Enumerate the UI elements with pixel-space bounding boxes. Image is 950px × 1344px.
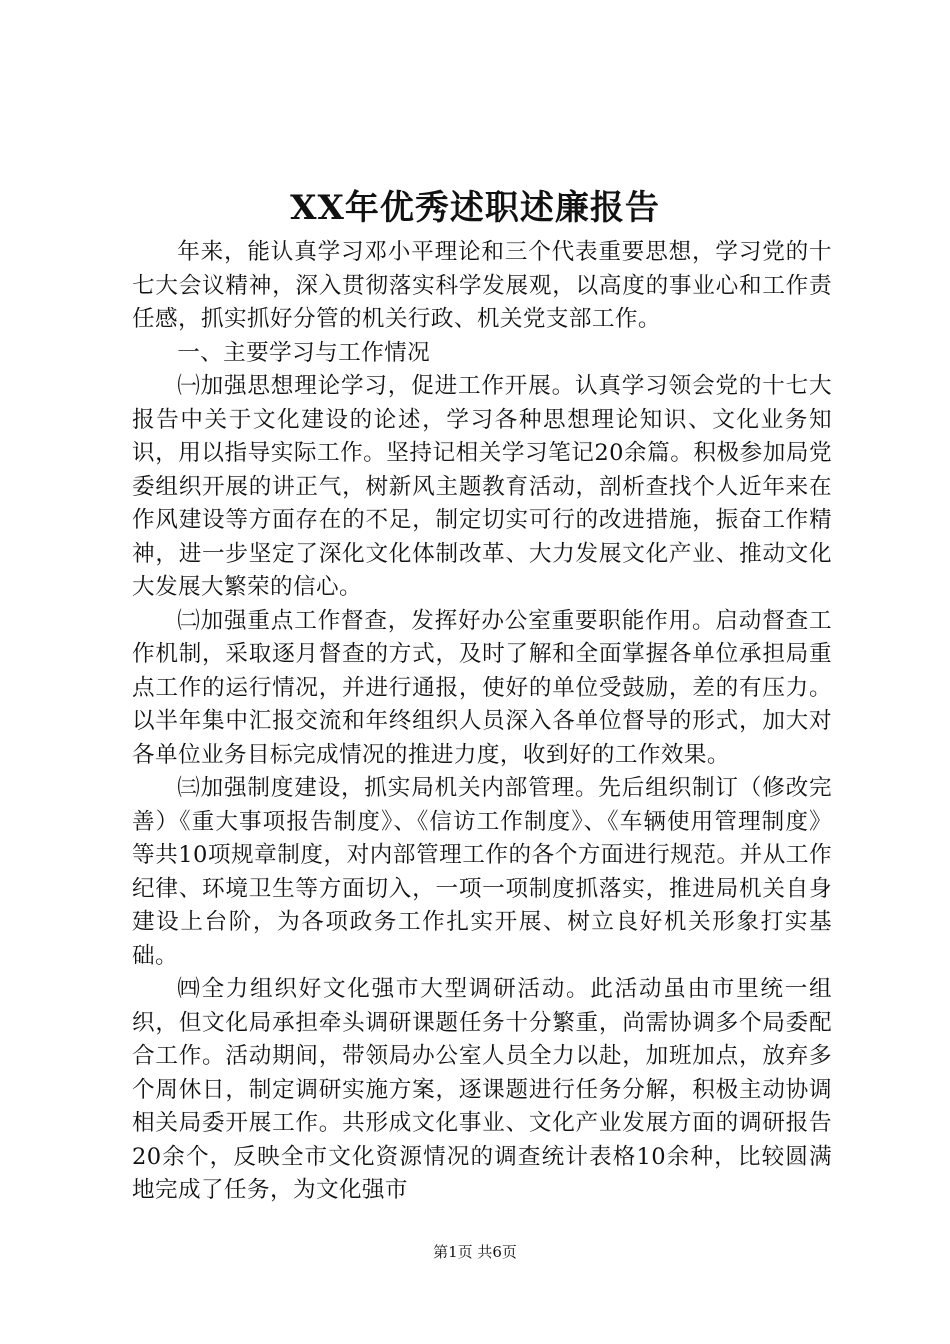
paragraph-item-3: ㈢加强制度建设，抓实局机关内部管理。先后组织制订（修改完善）《重大事项报告制度》、《信访工作制度》、《车辆使用管理制度》等共10项规章制度，对内部管理工作的各个方面进行规范。并从工作纪律、环境卫生等方面切入，一项一项制度抓落实，推进局机关自身建设上台阶，为各项政务工作扎实开展、树立良好机关形象打实基础。 — [132, 775, 832, 969]
paragraph-item-4: ㈣全力组织好文化强市大型调研活动。此活动虽由市里统一组织，但文化局承担牵头调研课题任务十分繁重，尚需协调多个局委配合工作。活动期间，带领局办公室人员全力以赴，加班加点，放弃多个周休日，制定调研实施方案，逐课题进行任务分解，积极主动协调相关局委开展工作。共形成文化事业、文化产业发展方面的调研报告20余个，反映全市文化资源情况的调查统计表格10余种，比较圆满地完成了任务，为文化强市 — [132, 976, 832, 1203]
document-body — [132, 236, 832, 1208]
paragraph-intro: 年来，能认真学习邓小平理论和三个代表重要思想，学习党的十七大会议精神，深入贯彻落实科学发展观，以高度的事业心和工作责任感，抓实抓好分管的机关行政、机关党支部工作。 — [132, 239, 832, 332]
paragraph-item-1: ㈠加强思想理论学习，促进工作开展。认真学习领会党的十七大报告中关于文化建设的论述，学习各种思想理论知识、文化业务知识，用以指导实际工作。坚持记相关学习笔记20余篇。积极参加局党委组织开展的讲正气，树新风主题教育活动，剖析查找个人近年来在作风建设等方面存在的不足，制定切实可行的改进措施，振奋工作精神，进一步坚定了深化文化体制改革、大力发展文化产业、推动文化大发展大繁荣的信心。 — [132, 373, 832, 600]
page-footer: 第1页 共6页 — [433, 1243, 517, 1261]
page-title: XX年优秀述职述廉报告 — [290, 188, 660, 228]
paragraph-item-2: ㈡加强重点工作督查，发挥好办公室重要职能作用。启动督查工作机制，采取逐月督查的方式，及时了解和全面掌握各单位承担局重点工作的运行情况，并进行通报，使好的单位受鼓励，差的有压力。以半年集中汇报交流和年终组织人员深入各单位督导的形式，加大对各单位业务目标完成情况的推进力度，收到好的工作效果。 — [132, 607, 832, 768]
section-heading: 一、主要学习与工作情况 — [177, 339, 431, 366]
